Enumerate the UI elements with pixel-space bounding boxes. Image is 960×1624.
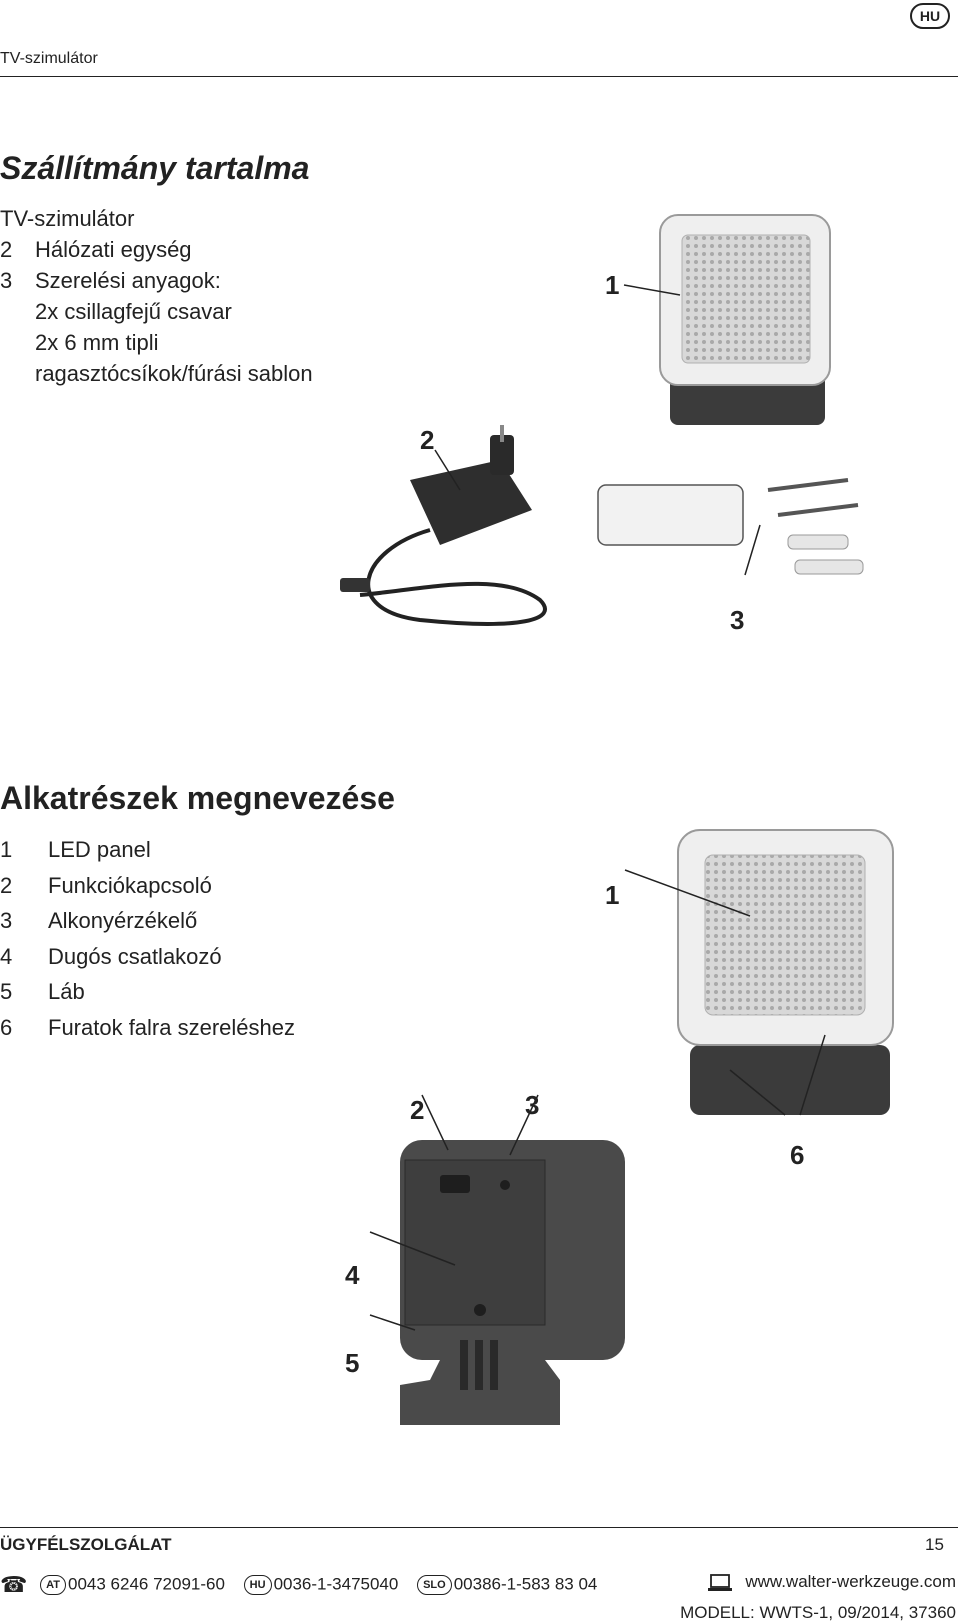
contact-line xyxy=(0,1572,597,1598)
delivery-figure xyxy=(300,210,960,650)
item-label: Furatok falra szereléshez xyxy=(48,1014,295,1040)
parts-heading: Alkatrészek megnevezése xyxy=(0,780,395,816)
mounting-kit-image xyxy=(598,480,863,574)
page-number: 15 xyxy=(925,1535,944,1554)
language-badge: HU xyxy=(910,3,950,29)
header-divider xyxy=(0,76,958,77)
phone-icon: ☎ xyxy=(0,1572,28,1597)
at-phone: 0043 6246 72091-60 xyxy=(68,1574,225,1594)
item-label: TV-szimulátor xyxy=(0,206,135,231)
model-info: MODELL: WWTS-1, 09/2014, 37360 xyxy=(680,1603,956,1622)
delivery-heading: Szállítmány tartalma xyxy=(0,150,310,186)
led-panel-back-image xyxy=(400,1140,625,1425)
item-number: 5 xyxy=(0,979,13,1004)
list-item xyxy=(0,974,295,1010)
item-number: 2 xyxy=(0,872,13,898)
led-panel-front-image xyxy=(678,830,893,1115)
list-item xyxy=(0,265,313,296)
item-label: ragasztócsíkok/fúrási sablon xyxy=(35,361,313,386)
item-number: 1 xyxy=(0,837,13,862)
callout-1: 1 xyxy=(605,270,620,300)
item-number: 4 xyxy=(0,943,13,969)
list-item xyxy=(0,234,313,265)
callout-6: 6 xyxy=(790,1140,805,1170)
item-label: 2x csillagfejű csavar xyxy=(35,299,232,324)
list-item xyxy=(0,1010,295,1046)
item-label: Hálózati egység xyxy=(35,237,192,262)
list-item xyxy=(0,939,295,975)
item-number: 6 xyxy=(0,1014,13,1040)
item-number: 3 xyxy=(0,908,13,933)
website-line xyxy=(707,1572,956,1593)
item-label: Alkonyérzékelő xyxy=(48,908,198,933)
item-label: Szerelési anyagok: xyxy=(35,268,221,293)
list-item xyxy=(0,868,295,904)
item-label: 2x 6 mm tipli xyxy=(35,330,159,355)
delivery-list xyxy=(0,203,313,389)
list-item xyxy=(0,832,295,868)
list-item xyxy=(0,203,313,234)
item-number: 2 xyxy=(0,237,13,262)
callout-3: 3 xyxy=(525,1090,540,1120)
website-link[interactable]: www.walter-werkzeuge.com xyxy=(745,1572,956,1591)
footer-divider xyxy=(0,1527,958,1528)
item-number: 3 xyxy=(0,268,13,293)
item-label: Láb xyxy=(48,979,85,1004)
callout-4: 4 xyxy=(345,1260,360,1290)
callout-1: 1 xyxy=(605,880,620,910)
laptop-icon xyxy=(707,1573,733,1593)
list-subitem xyxy=(0,358,313,389)
hu-phone: 0036-1-3475040 xyxy=(273,1574,399,1594)
power-adapter-image xyxy=(340,425,545,624)
list-subitem xyxy=(0,327,313,358)
slo-phone: 00386-1-583 83 04 xyxy=(453,1574,598,1594)
led-panel-image xyxy=(660,215,830,425)
at-badge: AT xyxy=(40,1575,66,1595)
item-label: Funkciókapcsoló xyxy=(48,872,212,898)
item-label: Dugós csatlakozó xyxy=(48,943,222,969)
item-label: LED panel xyxy=(48,837,151,862)
callout-3: 3 xyxy=(730,605,745,635)
running-title: TV-szimulátor xyxy=(0,50,98,67)
parts-list xyxy=(0,832,295,1045)
slo-badge: SLO xyxy=(417,1575,452,1595)
callout-2: 2 xyxy=(420,425,435,455)
parts-figure xyxy=(360,820,960,1440)
list-item xyxy=(0,903,295,939)
callout-2: 2 xyxy=(410,1095,425,1125)
customer-service-title: ÜGYFÉLSZOLGÁLAT xyxy=(0,1535,172,1554)
callout-5: 5 xyxy=(345,1348,360,1378)
list-subitem xyxy=(0,296,313,327)
hu-badge: HU xyxy=(244,1575,272,1595)
